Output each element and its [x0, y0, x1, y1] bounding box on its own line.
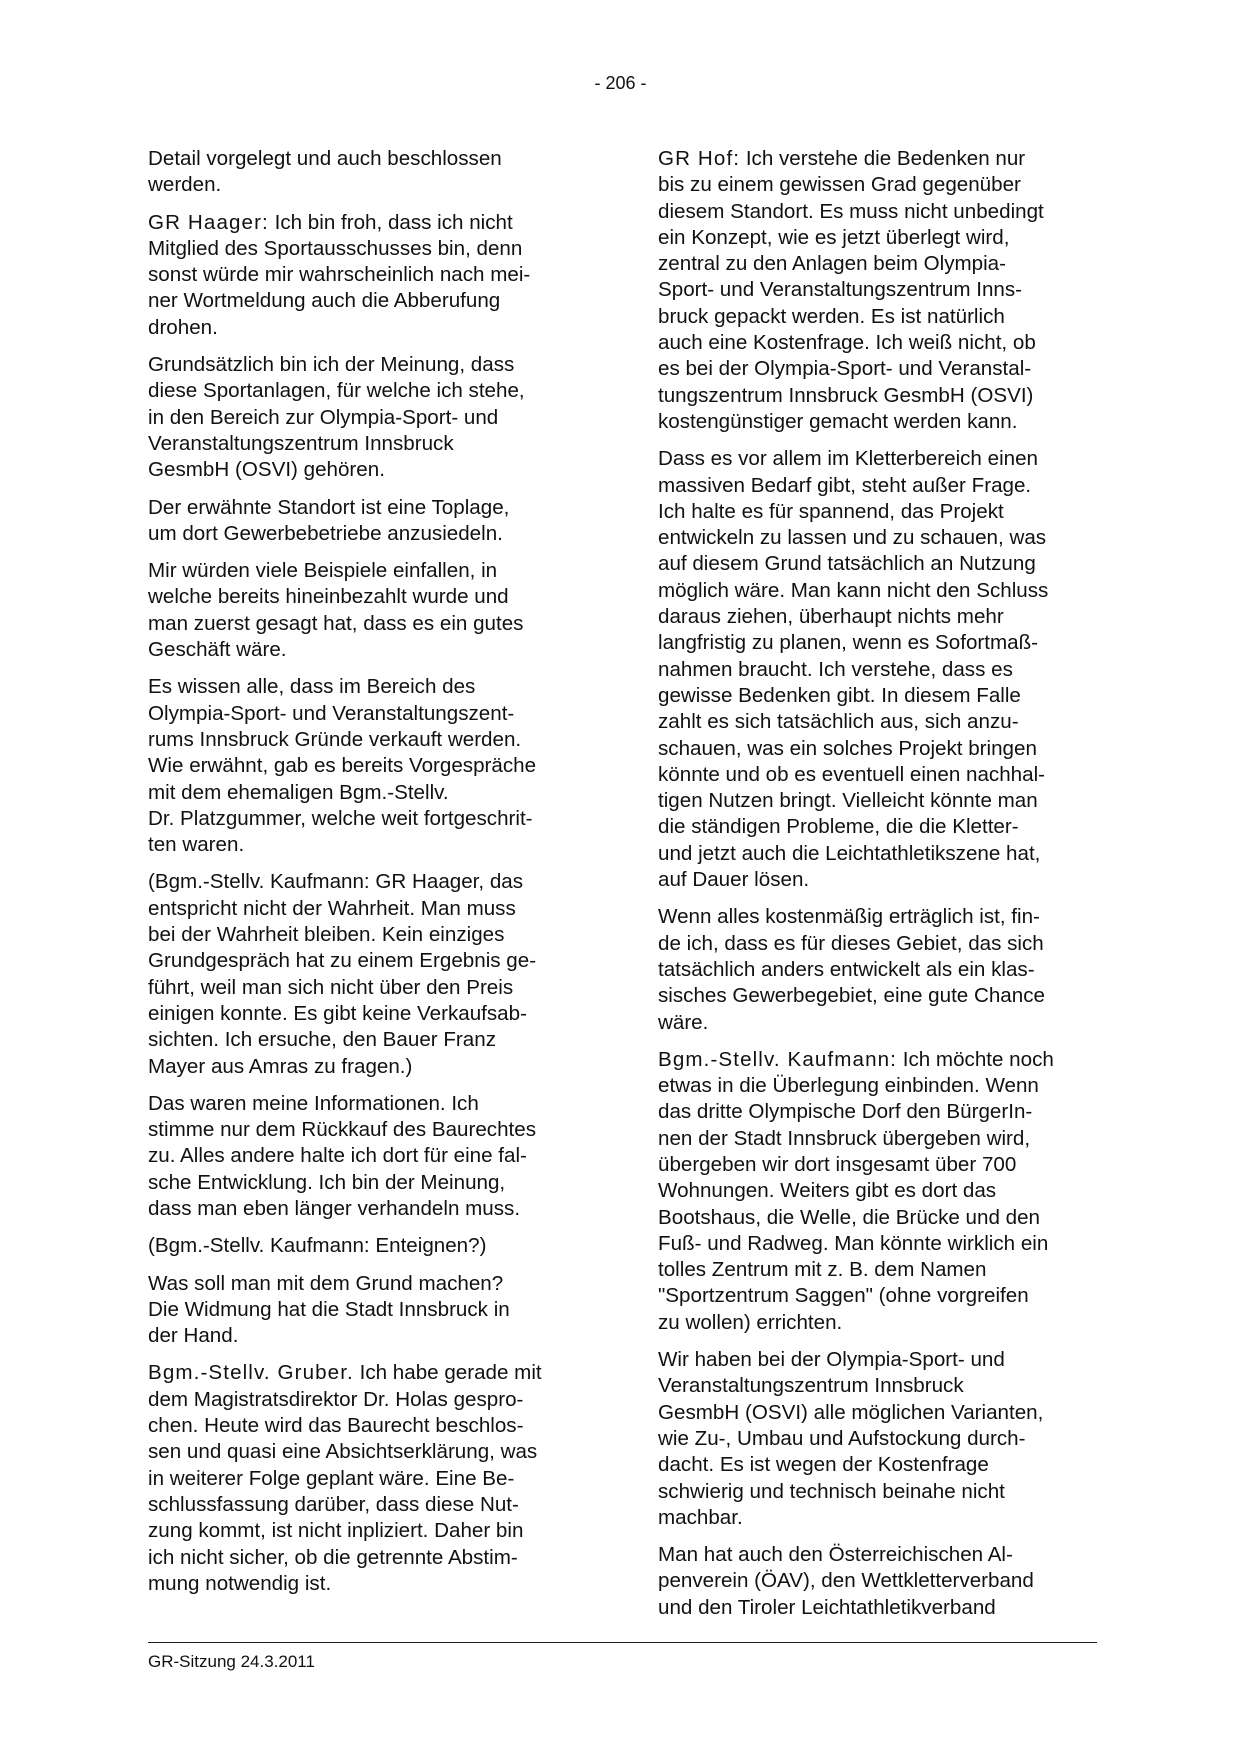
paragraph [148, 1360, 588, 1597]
paragraph-text: Wenn alles kostenmäßig erträglich ist, fin- de ich, dass es für dieses Gebiet, das sich tatsächlich anders entwickelt als ein klas- sisches Gewerbegebiet, eine gute Chance wäre. [658, 905, 1045, 1034]
paragraph [148, 210, 588, 341]
paragraph [148, 352, 588, 483]
paragraph-text: Man hat auch den Österreichischen Al- penverein (ÖAV), den Wettkletterverband und den Tiroler Leichtathletikverband [658, 1543, 1034, 1619]
paragraph [148, 558, 588, 663]
paragraph [658, 446, 1098, 893]
paragraph-text: Ich möchte noch etwas in die Überlegung einbinden. Wenn das dritte Olympische Dorf den BürgerIn- nen der Stadt Innsbruck übergeben wird, übergeben wir dort insgesamt über 700 Wohnungen. Weiters gibt es dort das Bootshaus, die Welle, die Brücke und den Fuß- und Radweg. Man könnte wirklich ein tolles Zentrum mit z. B. dem Namen "Sportzentrum Saggen" (ohne vorgreifen zu wollen) errichten. [658, 1047, 1054, 1334]
paragraph-text: Ich bin froh, dass ich nicht Mitglied des Sportausschusses bin, denn sonst würde mir wahrscheinlich nach mei- ner Wortmeldung auch die Abberufung drohen. [148, 210, 531, 339]
paragraph [658, 146, 1098, 435]
paragraph-text: (Bgm.-Stellv. Kaufmann: GR Haager, das entspricht nicht der Wahrheit. Man muss bei der Wahrheit bleiben. Kein einziges Grundgespräch hat zu einem Ergebnis ge- führt, weil man sich nicht über den Preis einigen konnte. Es gibt keine Verkaufsab- sichten. Ich ersuche, den Bauer Franz Mayer aus Amras zu fragen.) [148, 870, 537, 1078]
speaker-name: Bgm.-Stellv. Gruber. [148, 1361, 354, 1385]
speaker-name: Bgm.-Stellv. Kaufmann: [658, 1047, 897, 1071]
speaker-name: GR Haager: [148, 210, 269, 234]
paragraph-text: Ich habe gerade mit dem Magistratsdirektor Dr. Holas gespro- chen. Heute wird das Baurecht beschlos- sen und quasi eine Absichtserklärung, was in weiterer Folge geplant wäre. Eine Be- schlussfassung darüber, dass diese Nut- zung kommt, ist nicht inpliziert. Daher bin ich nicht sicher, ob die getrennte Abstim- mung notwendig ist. [148, 1361, 542, 1595]
paragraph-text: Detail vorgelegt und auch beschlossen werden. [148, 147, 502, 197]
paragraph-text: Das waren meine Informationen. Ich stimme nur dem Rückkauf des Baurechtes zu. Alles andere halte ich dort für eine fal- sche Entwicklung. Ich bin der Meinung, dass man eben länger verhandeln muss. [148, 1091, 537, 1220]
paragraph-text: Dass es vor allem im Kletterbereich einen massiven Bedarf gibt, steht außer Frage. Ich halte es für spannend, das Projekt entwickeln zu lassen und zu schauen, was auf diesem Grund tatsächlich an Nutzung möglich wäre. Man kann nicht den Schluss daraus ziehen, überhaupt nichts mehr langfristig zu planen, wenn es Sofortmaß- nahmen braucht. Ich verstehe, dass es gewisse Bedenken gibt. In diesem Falle zahlt es sich tatsächlich aus, sich anzu- schauen, was ein solches Projekt bringen könnte und ob es eventuell einen nachhal- tigen Nutzen bringt. Vielleicht könnte man die ständigen Probleme, die die Kletter- und jetzt auch die Leichtathletikszene hat, auf Dauer lösen. [658, 447, 1049, 892]
paragraph [148, 146, 588, 199]
paragraph-text: Ich verstehe die Bedenken nur bis zu einem gewissen Grad gegenüber diesem Standort. Es muss nicht unbedingt ein Konzept, wie es jetzt überlegt wird, zentral zu den Anlagen beim Olympia- Sport- und Veranstaltungszentrum Inns- bruck gepackt werden. Es ist natürlich auch eine Kostenfrage. Ich weiß nicht, ob es bei der Olympia-Sport- und Veranstal- tungszentrum Innsbruck GesmbH (OSVI) kostengünstiger gemacht werden kann. [658, 147, 1044, 433]
speaker-name: GR Hof: [658, 147, 741, 170]
paragraph [658, 1347, 1098, 1531]
paragraph [658, 1542, 1098, 1621]
paragraph-text: Mir würden viele Beispiele einfallen, in welche bereits hineinbezahlt wurde und man zuerst gesagt hat, dass es ein gutes Geschäft wäre. [148, 559, 524, 662]
paragraph [658, 1047, 1098, 1336]
paragraph-text: Wir haben bei der Olympia-Sport- und Veranstaltungszentrum Innsbruck GesmbH (OSVI) alle möglichen Varianten, wie Zu-, Umbau und Aufstockung durch- dacht. Es ist wegen der Kostenfrage schwierig und technisch beinahe nicht machbar. [658, 1348, 1044, 1529]
left-column [148, 146, 588, 1608]
footer-divider [148, 1642, 1097, 1643]
paragraph [658, 904, 1098, 1035]
footer-session-date: GR-Sitzung 24.3.2011 [148, 1652, 315, 1671]
paragraph [148, 674, 588, 858]
paragraph-text: Grundsätzlich bin ich der Meinung, dass diese Sportanlagen, für welche ich stehe, in den Bereich zur Olympia-Sport- und Veranstaltungszentrum Innsbruck GesmbH (OSVI) gehören. [148, 353, 525, 482]
paragraph [148, 1091, 588, 1222]
paragraph [148, 1271, 588, 1350]
paragraph [148, 495, 588, 548]
paragraph-text: Was soll man mit dem Grund machen? Die Widmung hat die Stadt Innsbruck in der Hand. [148, 1271, 510, 1348]
paragraph [148, 1233, 588, 1259]
paragraph-text: Der erwähnte Standort ist eine Toplage, um dort Gewerbebetriebe anzusiedeln. [148, 495, 510, 545]
right-column [658, 146, 1098, 1632]
paragraph-text: (Bgm.-Stellv. Kaufmann: Enteignen?) [148, 1234, 487, 1258]
paragraph [148, 869, 588, 1079]
paragraph-text: Es wissen alle, dass im Bereich des Olympia-Sport- und Veranstaltungszent- rums Innsbruck Gründe verkauft werden. Wie erwähnt, gab es bereits Vorgespräche mit dem ehemaligen Bgm.-Stellv. Dr. Platzgummer, welche weit fortgeschrit- ten waren. [148, 675, 537, 857]
page-number: - 206 - [594, 73, 647, 93]
